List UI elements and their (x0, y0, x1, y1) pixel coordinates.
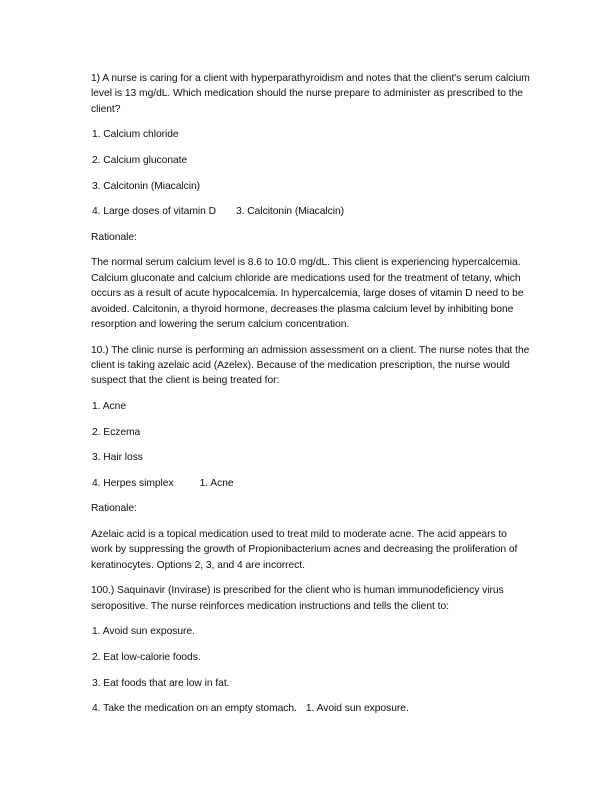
question-1-option-4: 4. Large doses of vitamin D (92, 206, 216, 218)
question-100-option-1: 1. Avoid sun exposure. (92, 626, 195, 638)
question-1-rationale-heading: Rationale: (91, 231, 137, 243)
question-10-option-3: 3. Hair loss (92, 452, 143, 464)
question-100-option-4-row (91, 701, 531, 716)
question-10-rationale-heading: Rationale: (91, 503, 137, 515)
question-1-option-2: 2. Calcium gluconate (92, 155, 188, 166)
question-10-answer: 1. Acne (199, 477, 234, 489)
question-100-answer: 1. Avoid sun exposure. (305, 703, 409, 715)
question-1-option-4-row (91, 204, 531, 219)
question-100-option-3: 3. Eat foods that are low in fat. (92, 677, 230, 689)
question-1-stem: 1) A nurse is caring for a client with hyperparathyroidism and notes that the client's serum calcium level is 13 mg/dL. Which medication should the nurse prepare to administer as prescribed to the client? (91, 73, 530, 115)
question-10-option-2: 2. Eczema (92, 426, 141, 438)
question-1-option-3: 3. Calcitonin (Miacalcin) (92, 180, 201, 192)
question-10-stem: 10.) The clinic nurse is performing an admission assessment on a client. The nurse notes that the client is taking azelaic acid (Azelex). Because of the medication prescription, the nurse would suspect that the client is being treated for: (91, 344, 530, 387)
question-10-option-1: 1. Acne (92, 401, 126, 412)
question-10-option-4-row (91, 476, 531, 491)
question-1-answer: 3. Calcitonin (Miacalcin) (236, 206, 345, 218)
question-100-option-2: 2. Eat low-calorie foods. (92, 651, 201, 663)
question-1-rationale: The normal serum calcium level is 8.6 to 10.0 mg/dL. This client is experiencing hypercalcemia. Calcium gluconate and calcium chloride are medications used for the treatment of tetany, which occurs as a result of acute hypocalcemia. In hypercalcemia, large doses of vitamin D need to be avoided. Calcitonin, a thyroid hormone, decreases the plasma calcium level by inhibiting bone resorption and lowering the serum calcium concentration. (91, 257, 524, 330)
question-10-option-4: 4. Herpes simplex (92, 477, 174, 489)
question-100-option-4: 4. Take the medication on an empty stomach. (92, 703, 297, 715)
document-page (91, 71, 531, 727)
question-10-rationale: Azelaic acid is a topical medication used to treat mild to moderate acne. The acid appears to work by suppressing the growth of Propionibacterium acnes and decreasing the proliferation of keratinocytes. Options 2, 3, and 4 are incorrect. (91, 528, 518, 571)
question-100-stem: 100.) Saquinavir (Invirase) is prescribed for the client who is human immunodeficiency virus seropositive. The nurse reinforces medication instructions and tells the client to: (91, 585, 504, 612)
question-1-option-1: 1. Calcium chloride (92, 129, 179, 141)
